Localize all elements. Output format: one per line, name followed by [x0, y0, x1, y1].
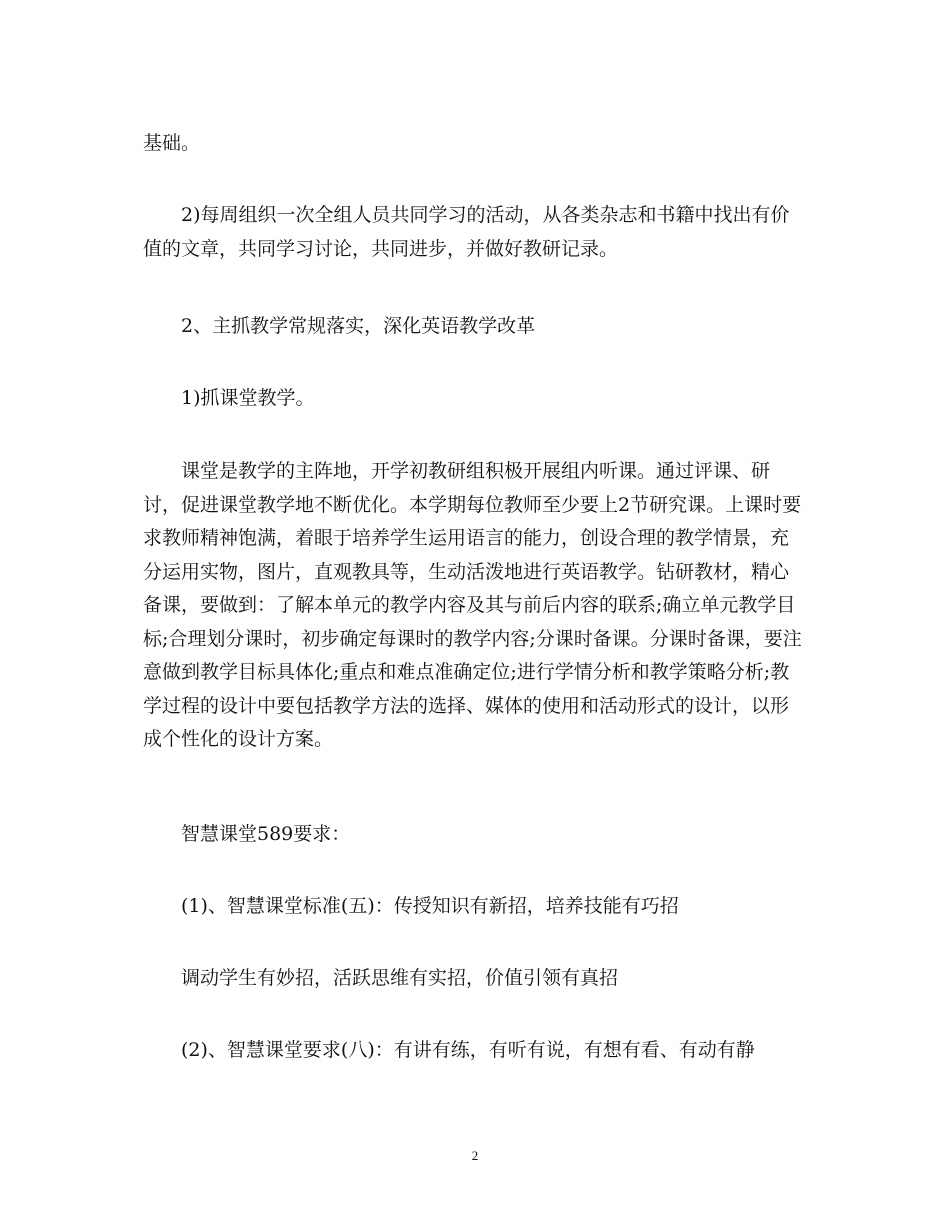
subheading-smart-classroom: 智慧课堂589要求： — [181, 823, 351, 845]
subheading-classroom-teaching: 1)抓课堂教学。 — [181, 387, 315, 409]
paragraph-classroom-details: 课堂是教学的主阵地，开学初教研组积极开展组内听课。通过评课、研讨，促进课堂教学地不断优化。本学期每位教师至少要上2节研究课。上课时要求教师精神饱满，着眼于培养学生运用语言的能力，创设合理的教学情景，充分运用实物，图片，直观教具等，生动活泼地进行英语教学。钻研教材，精心备课，要做到：了解本单元的教学内容及其与前后内容的联系;确立单元教学目标;合理划分课时，初步确定每课时的教学内容;分课时备课。分课时备课，要注意做到教学目标具体化;重点和难点准确定位;进行学情分析和教学策略分析;教学过程的设计中要包括教学方法的选择、媒体的使用和活动形式的设计，以形成个性化的设计方案。 — [143, 460, 802, 750]
list-item-standard-five-continued: 调动学生有妙招，活跃思维有实招，价值引领有真招 — [181, 967, 619, 989]
paragraph-continuation: 基础。 — [143, 132, 201, 154]
paragraph-weekly-study: 2)每周组织一次全组人员共同学习的活动，从各类杂志和书籍中找出有价值的文章，共同学习讨论，共同进步，并做好教研记录。 — [143, 204, 790, 260]
page-number: 2 — [471, 1148, 479, 1163]
list-item-requirement-eight: (2)、智慧课堂要求(八)：有讲有练，有听有说，有想有看、有动有静 — [181, 1039, 755, 1061]
section-heading-teaching-reform: 2、主抓教学常规落实，深化英语教学改革 — [181, 315, 536, 337]
list-item-standard-five: (1)、智慧课堂标准(五)：传授知识有新招，培养技能有巧招 — [181, 895, 679, 917]
